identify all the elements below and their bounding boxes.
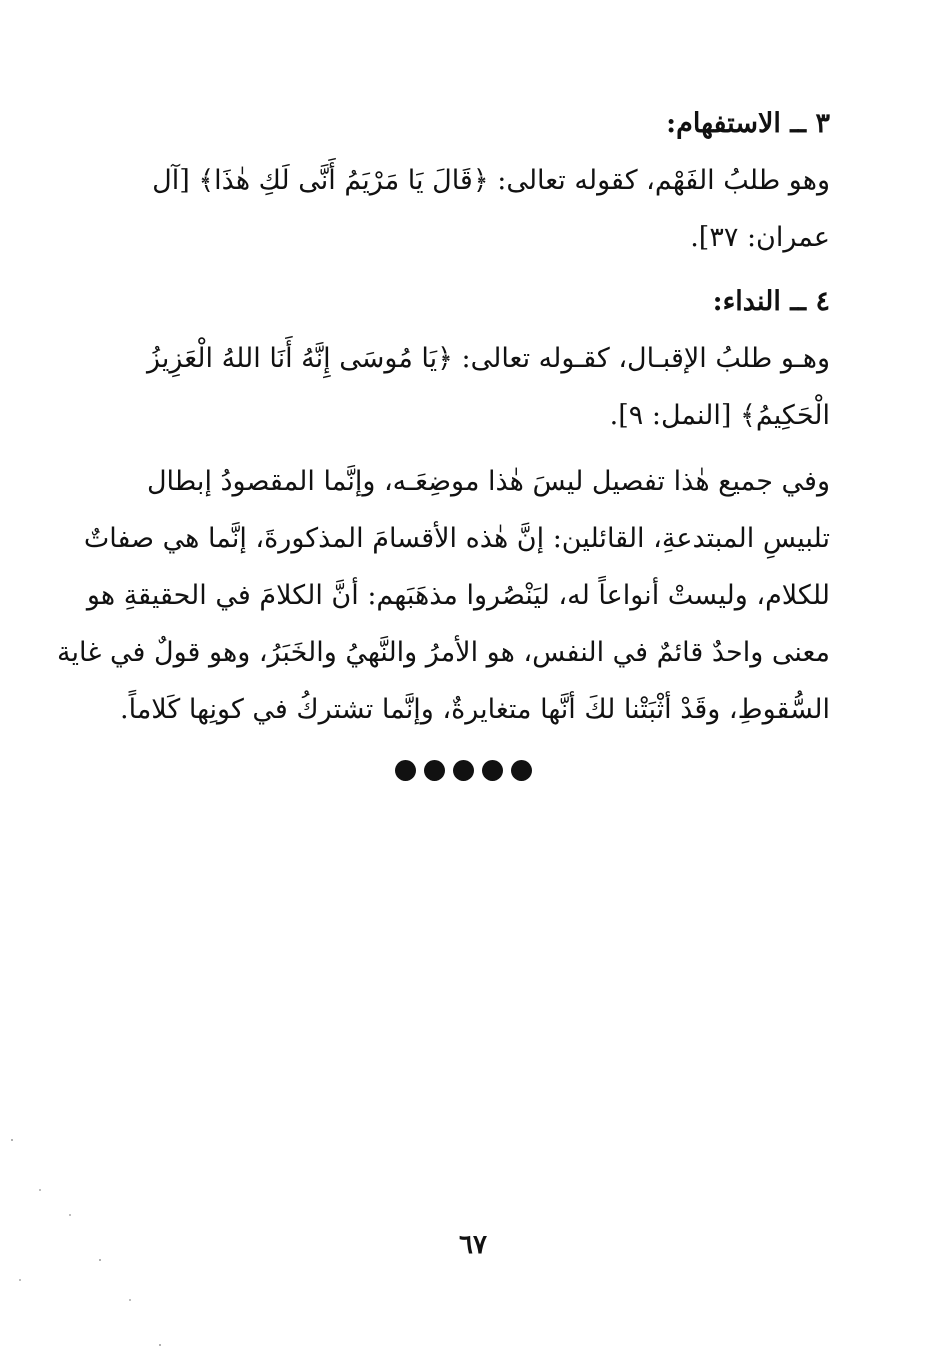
scan-specks [0,1120,945,1360]
paragraph-line: للكلام، وليستْ أنواعاً له، ليَنْصُروا مذهَبَهم: أنَّ الكلامَ في الحقيقةِ هو [86,580,830,611]
text-line: الْحَكِيمُ﴾ [النمل: ٩]. [609,400,830,431]
section-end-ornament [395,760,532,781]
section-heading: ٣ ــ الاستفهام: [666,108,830,139]
section-heading: ٤ ــ النداء: [712,286,830,317]
text-line: عمران: ٣٧]. [690,222,830,253]
paragraph-line: تلبيسِ المبتدعةِ، القائلين: إنَّ هٰذه الأقسامَ المذكورةَ، إنَّما هي صفاتٌ [83,523,830,554]
section-interrogation [100,95,830,266]
paragraph-line: وفي جميع هٰذا تفصيل ليسَ هٰذا موضِعَـه، وإنَّما المقصودُ إبطال [146,466,830,497]
paragraph-line: السُّقوطِ، وقَدْ أثْبَتْنا لكَ أنَّها متغايرةٌ، وإنَّما تشتركُ في كونِها كَلاماً. [120,694,830,725]
paragraph-line: معنى واحدٌ قائمٌ في النفس، هو الأمرُ والنَّهيُ والخَبَرُ، وهو قولٌ في غاية [57,637,830,668]
page-number: ٦٧ [459,1230,487,1260]
text-line: وهـو طلبُ الإقبـال، كقـوله تعالى: ﴿يَا مُوسَى إِنَّهُ أَنَا اللهُ الْعَزِيزُ [146,343,830,374]
ornament-dot [482,760,503,781]
ornament-dot [395,760,416,781]
text-line: وهو طلبُ الفَهْم، كقوله تعالى: ﴿قَالَ يَا مَرْيَمُ أَنَّى لَكِ هٰذَا﴾ [آل [152,165,830,196]
ornament-dot [453,760,474,781]
ornament-dot [511,760,532,781]
section-vocative [100,273,830,444]
ornament-dot [424,760,445,781]
main-paragraph [57,453,830,738]
